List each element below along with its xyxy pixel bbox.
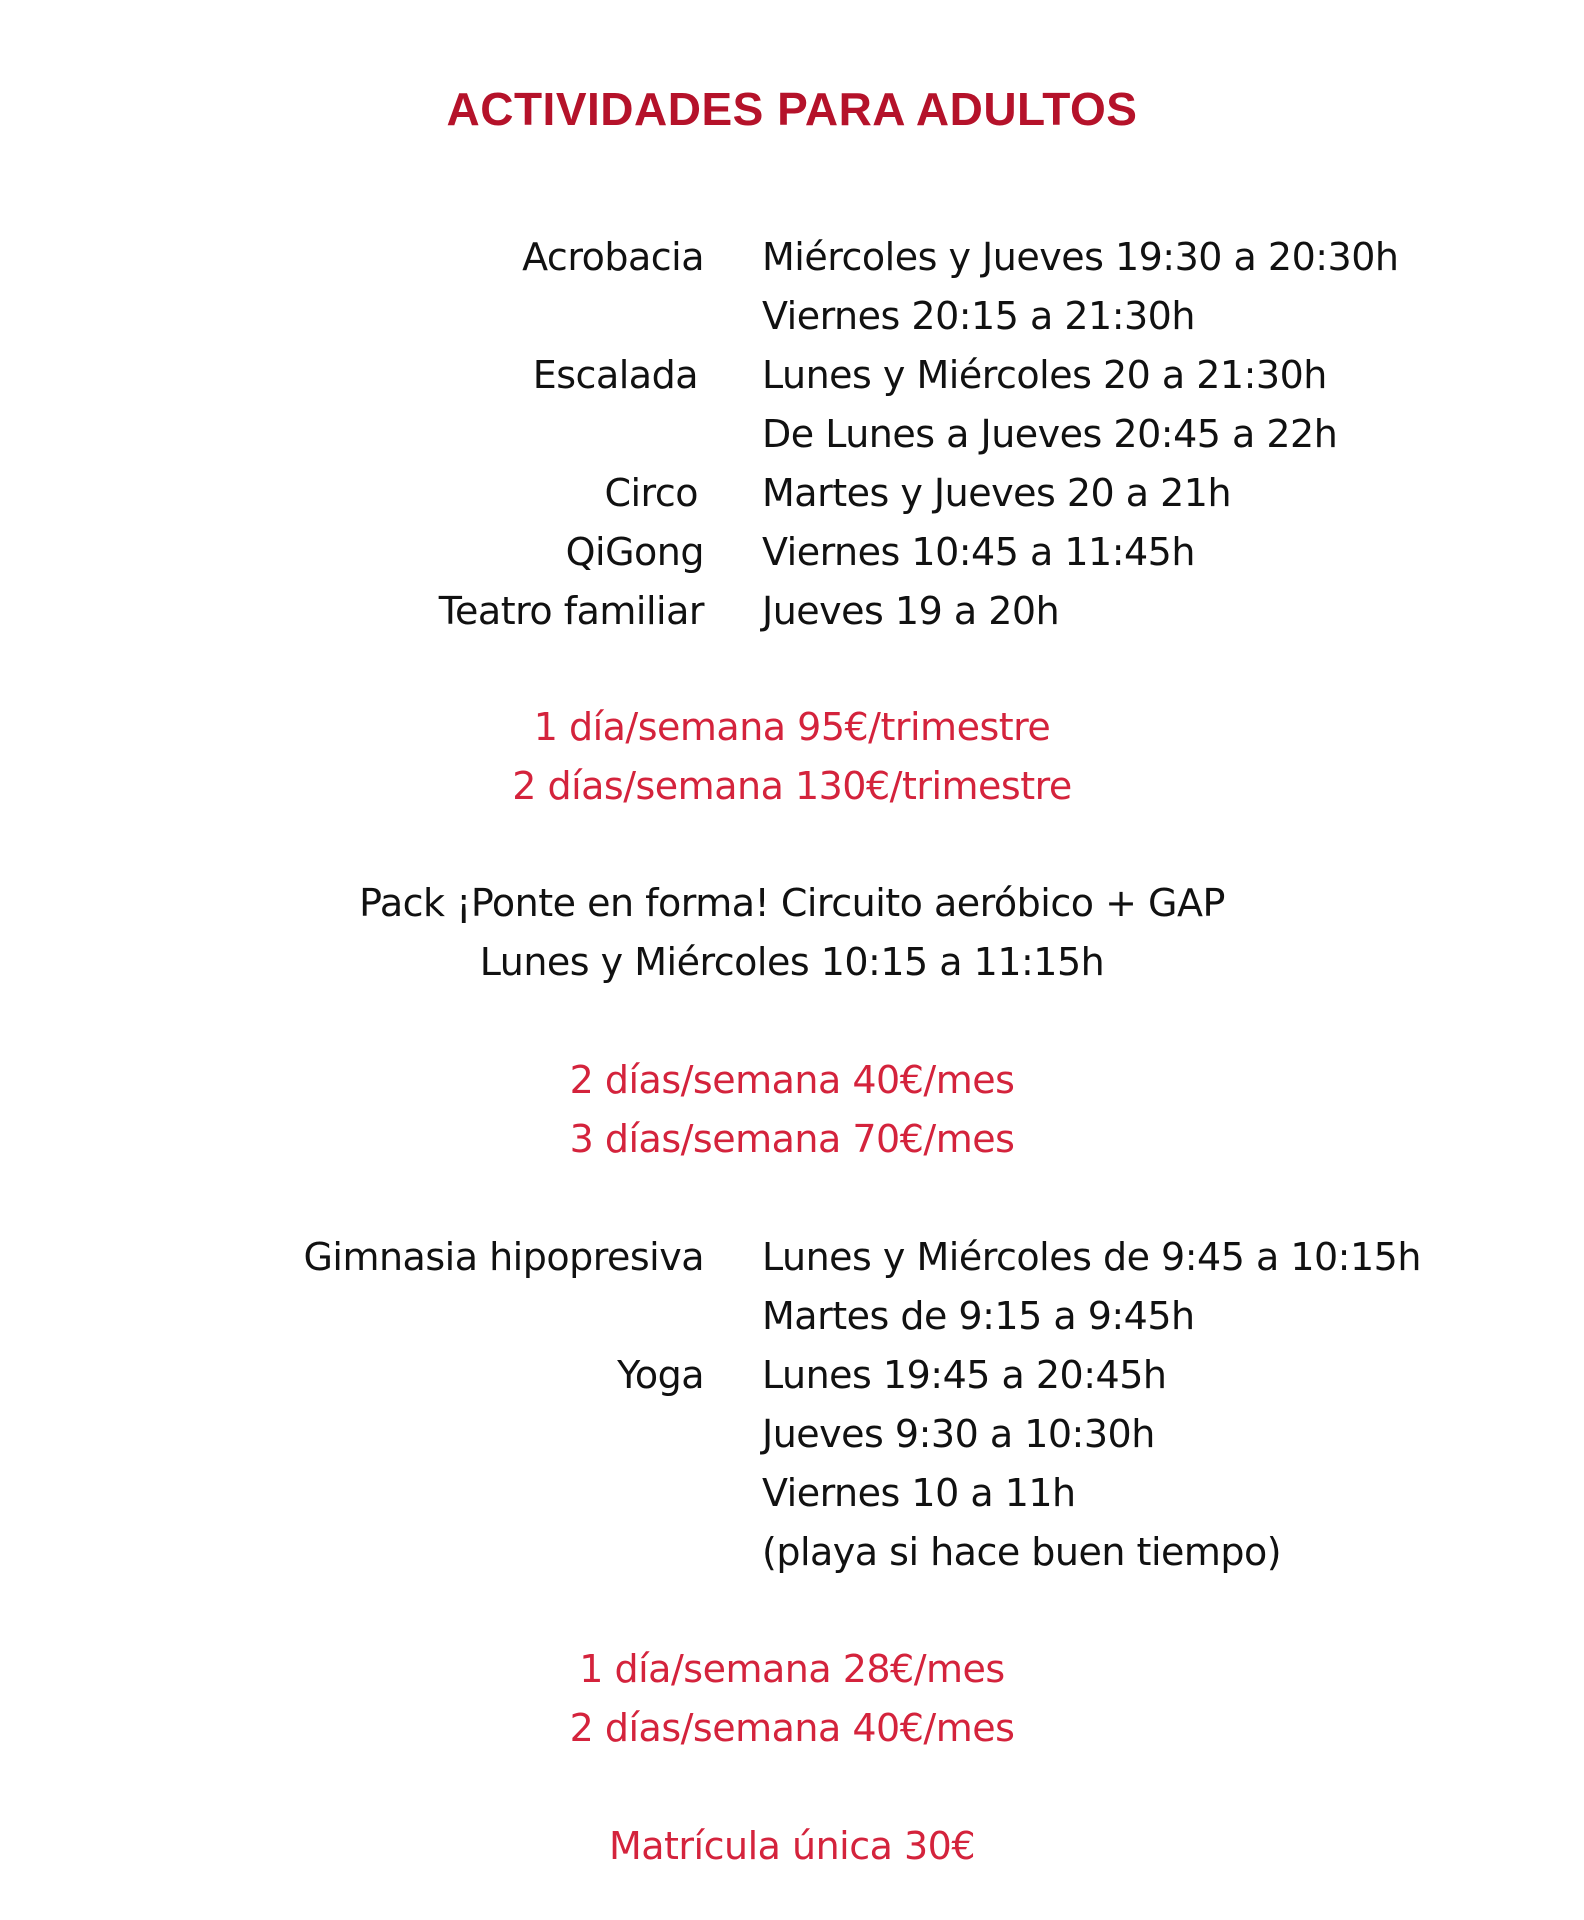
- schedule-row: [0, 1346, 1584, 1404]
- activity-schedule: Viernes 20:15 a 21:30h: [762, 294, 1195, 338]
- schedule-row: [0, 1287, 1584, 1345]
- schedule-row: [0, 464, 1584, 522]
- schedule-row: [0, 405, 1584, 463]
- schedule-row: [0, 1523, 1584, 1581]
- activity-name: Teatro familiar: [438, 589, 704, 633]
- enrollment-fee: Matrícula única 30€: [608, 1824, 976, 1868]
- activity-name: Gimnasia hipopresiva: [303, 1235, 704, 1279]
- activity-schedule: Viernes 10 a 11h: [762, 1471, 1076, 1515]
- schedule-row: [0, 1228, 1584, 1286]
- activity-name: Acrobacia: [522, 235, 704, 279]
- schedule-row: [0, 228, 1584, 286]
- price-line: 3 días/semana 70€/mes: [569, 1117, 1015, 1161]
- schedule-row: [0, 346, 1584, 404]
- price-line: 1 día/semana 95€/trimestre: [533, 705, 1051, 749]
- activity-schedule: Martes de 9:15 a 9:45h: [762, 1294, 1195, 1338]
- activity-schedule: Lunes 19:45 a 20:45h: [762, 1353, 1167, 1397]
- activity-name: QiGong: [565, 530, 704, 574]
- schedule-row: [0, 582, 1584, 640]
- schedule-row: [0, 523, 1584, 581]
- activity-schedule: Lunes y Miércoles de 9:45 a 10:15h: [762, 1235, 1421, 1279]
- schedule-row: [0, 287, 1584, 345]
- pack-title: Pack ¡Ponte en forma! Circuito aeróbico + GAP: [359, 881, 1225, 925]
- pack-schedule: Lunes y Miércoles 10:15 a 11:15h: [479, 940, 1105, 984]
- schedule-row: [0, 1464, 1584, 1522]
- activity-name: Escalada: [532, 353, 698, 397]
- activity-schedule: Jueves 19 a 20h: [762, 589, 1060, 633]
- activity-schedule: Jueves 9:30 a 10:30h: [762, 1412, 1155, 1456]
- activity-schedule: Lunes y Miércoles 20 a 21:30h: [762, 353, 1327, 397]
- page-title: ACTIVIDADES PARA ADULTOS: [446, 83, 1138, 135]
- schedule-row: [0, 1405, 1584, 1463]
- activity-name: Circo: [604, 471, 698, 515]
- price-line: 2 días/semana 40€/mes: [569, 1058, 1015, 1102]
- price-line: 2 días/semana 130€/trimestre: [512, 764, 1072, 808]
- activity-schedule: Miércoles y Jueves 19:30 a 20:30h: [762, 235, 1399, 279]
- price-line: 1 día/semana 28€/mes: [579, 1647, 1005, 1691]
- activity-schedule: De Lunes a Jueves 20:45 a 22h: [762, 412, 1338, 456]
- activity-name: Yoga: [617, 1353, 704, 1397]
- price-line: 2 días/semana 40€/mes: [569, 1706, 1015, 1750]
- activity-schedule: Viernes 10:45 a 11:45h: [762, 530, 1195, 574]
- activity-schedule: Martes y Jueves 20 a 21h: [762, 471, 1232, 515]
- activity-schedule: (playa si hace buen tiempo): [762, 1530, 1282, 1574]
